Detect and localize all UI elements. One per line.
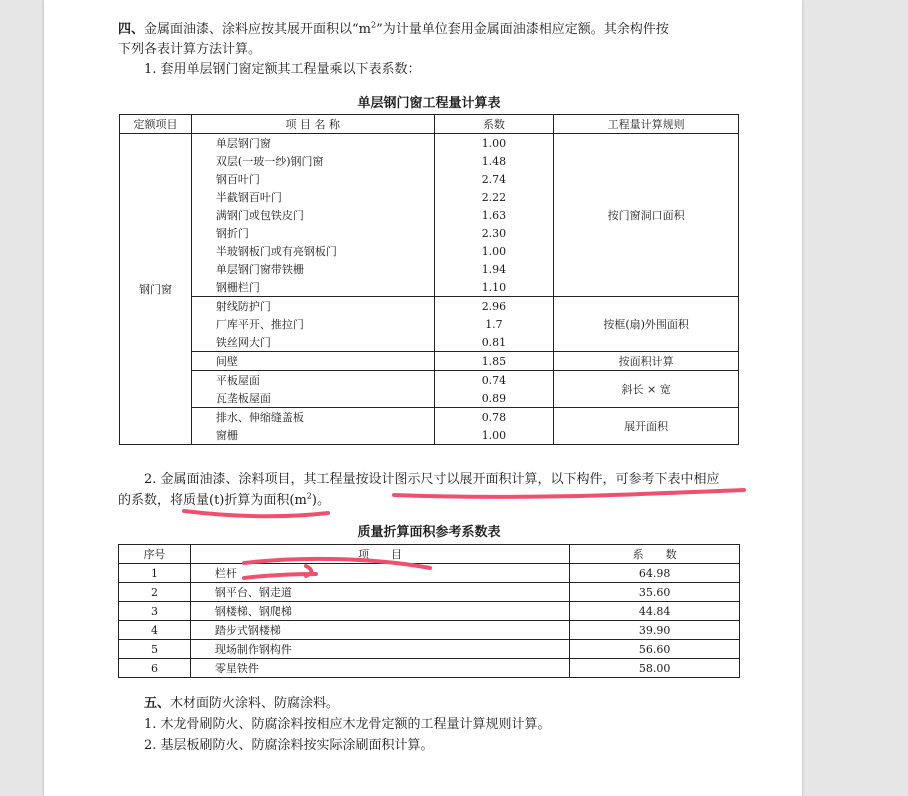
table1-header: 定额项目 bbox=[120, 115, 192, 134]
coefficient-cell: 2.22 bbox=[434, 188, 554, 206]
index-cell: 2 bbox=[119, 583, 191, 602]
section4-number: 四、 bbox=[118, 22, 145, 37]
table1-header-row bbox=[120, 115, 739, 134]
item-name-cell: 窗栅 bbox=[191, 426, 434, 445]
coefficient-cell: 2.96 bbox=[434, 297, 554, 316]
item-name-cell: 射线防护门 bbox=[191, 297, 434, 316]
table1-title: 单层钢门窗工程量计算表 bbox=[357, 96, 501, 111]
rule-cell: 按框(扇)外围面积 bbox=[554, 297, 739, 352]
section4-line2: 下列各表计算方法计算。 bbox=[118, 42, 262, 57]
rule-cell: 展开面积 bbox=[554, 408, 739, 445]
mass-area-table bbox=[118, 544, 740, 678]
table2-header: 系 数 bbox=[570, 545, 740, 564]
table2-row bbox=[119, 602, 740, 621]
table1-header: 系数 bbox=[434, 115, 554, 134]
coefficient-cell: 0.81 bbox=[434, 333, 554, 352]
section4-text-b: ”为计量单位套用金属面油漆相应定额。其余构件按 bbox=[376, 22, 669, 37]
item-name-cell: 排水、伸缩缝盖板 bbox=[191, 408, 434, 427]
underline-annotation bbox=[394, 490, 744, 497]
coefficient-cell: 35.60 bbox=[570, 583, 740, 602]
section5-number: 五、 bbox=[144, 696, 171, 711]
coefficient-cell: 1.10 bbox=[434, 278, 554, 297]
coefficient-cell: 0.78 bbox=[434, 408, 554, 427]
table1-row bbox=[120, 408, 739, 427]
coefficient-cell: 2.74 bbox=[434, 170, 554, 188]
steel-window-table bbox=[119, 114, 739, 445]
item-name-cell: 瓦垄板屋面 bbox=[191, 389, 434, 408]
table1-header: 工程量计算规则 bbox=[554, 115, 739, 134]
item-name-cell: 单层钢门窗 bbox=[191, 134, 434, 153]
index-cell: 1 bbox=[119, 564, 191, 583]
coefficient-cell: 0.74 bbox=[434, 371, 554, 390]
coefficient-cell: 1.00 bbox=[434, 242, 554, 260]
category-cell: 钢门窗 bbox=[120, 134, 192, 445]
table2-row bbox=[119, 640, 740, 659]
table2-row bbox=[119, 659, 740, 678]
item-cell: 零星铁件 bbox=[190, 659, 569, 678]
table1-row bbox=[120, 297, 739, 316]
table2-header: 项 目 bbox=[190, 545, 569, 564]
section5-item1: 1. 木龙骨刷防火、防腐涂料按相应木龙骨定额的工程量计算规则计算。 bbox=[144, 717, 551, 732]
table1-row bbox=[120, 352, 739, 371]
coefficient-cell: 1.63 bbox=[434, 206, 554, 224]
table2-header: 序号 bbox=[119, 545, 191, 564]
rule-cell: 斜长 × 宽 bbox=[554, 371, 739, 408]
section5-item2: 2. 基层板刷防火、防腐涂料按实际涂刷面积计算。 bbox=[144, 738, 434, 753]
table1-row bbox=[120, 371, 739, 390]
rule-cell: 按门窗洞口面积 bbox=[554, 134, 739, 297]
item-name-cell: 钢栅栏门 bbox=[191, 278, 434, 297]
coefficient-cell: 39.90 bbox=[570, 621, 740, 640]
item-name-cell: 单层钢门窗带铁栅 bbox=[191, 260, 434, 278]
section4-text-a: 金属面油漆、涂料应按其展开面积以“m bbox=[144, 22, 371, 37]
coefficient-cell: 1.94 bbox=[434, 260, 554, 278]
section4-sup: 2 bbox=[371, 20, 377, 30]
coefficient-cell: 64.98 bbox=[570, 564, 740, 583]
item-name-cell: 铁丝网大门 bbox=[191, 333, 434, 352]
coefficient-cell: 58.00 bbox=[570, 659, 740, 678]
section5-title bbox=[144, 694, 339, 714]
underline-annotation bbox=[184, 511, 328, 516]
table1-row bbox=[120, 134, 739, 153]
table1-header: 项 目 名 称 bbox=[191, 115, 434, 134]
item-name-cell: 厂库平开、推拉门 bbox=[191, 315, 434, 333]
index-cell: 5 bbox=[119, 640, 191, 659]
index-cell: 3 bbox=[119, 602, 191, 621]
item-cell: 现场制作钢构件 bbox=[190, 640, 569, 659]
item2-line2 bbox=[118, 491, 330, 511]
section4-line1 bbox=[118, 20, 669, 40]
rule-cell: 按面积计算 bbox=[554, 352, 739, 371]
index-cell: 4 bbox=[119, 621, 191, 640]
item2-line1: 2. 金属面油漆、涂料项目，其工程量按设计图示尺寸以展开面积计算，以下构件，可参考下表中相应 bbox=[144, 472, 720, 487]
item-cell: 钢平台、钢走道 bbox=[190, 583, 569, 602]
item2-sup: 2 bbox=[306, 491, 312, 501]
coefficient-cell: 2.30 bbox=[434, 224, 554, 242]
item-name-cell: 平板屋面 bbox=[191, 371, 434, 390]
item-cell: 钢楼梯、钢爬梯 bbox=[190, 602, 569, 621]
index-cell: 6 bbox=[119, 659, 191, 678]
item-name-cell: 半截钢百叶门 bbox=[191, 188, 434, 206]
coefficient-cell: 1.7 bbox=[434, 315, 554, 333]
coefficient-cell: 56.60 bbox=[570, 640, 740, 659]
item-cell: 踏步式钢楼梯 bbox=[190, 621, 569, 640]
item-name-cell: 钢折门 bbox=[191, 224, 434, 242]
coefficient-cell: 0.89 bbox=[434, 389, 554, 408]
coefficient-cell: 1.85 bbox=[434, 352, 554, 371]
coefficient-cell: 1.00 bbox=[434, 134, 554, 153]
document-page bbox=[44, 0, 802, 796]
coefficient-cell: 44.84 bbox=[570, 602, 740, 621]
section5-text: 木材面防火涂料、防腐涂料。 bbox=[170, 696, 340, 711]
item-name-cell: 满钢门或包铁皮门 bbox=[191, 206, 434, 224]
table2-row bbox=[119, 564, 740, 583]
table2-row bbox=[119, 621, 740, 640]
table2-header-row bbox=[119, 545, 740, 564]
coefficient-cell: 1.00 bbox=[434, 426, 554, 445]
item2-text-a: 的系数，将质量(t)折算为面积(m bbox=[118, 493, 307, 508]
item2-text-b: )。 bbox=[311, 493, 330, 508]
section4-item1: 1. 套用单层钢门窗定额其工程量乘以下表系数： bbox=[144, 62, 421, 77]
table2-row bbox=[119, 583, 740, 602]
item-name-cell: 钢百叶门 bbox=[191, 170, 434, 188]
table2-title: 质量折算面积参考系数表 bbox=[357, 525, 501, 540]
coefficient-cell: 1.48 bbox=[434, 152, 554, 170]
item-name-cell: 间壁 bbox=[191, 352, 434, 371]
item-name-cell: 双层(一玻一纱)钢门窗 bbox=[191, 152, 434, 170]
item-name-cell: 半玻钢板门或有亮钢板门 bbox=[191, 242, 434, 260]
item-cell: 栏杆 bbox=[190, 564, 569, 583]
